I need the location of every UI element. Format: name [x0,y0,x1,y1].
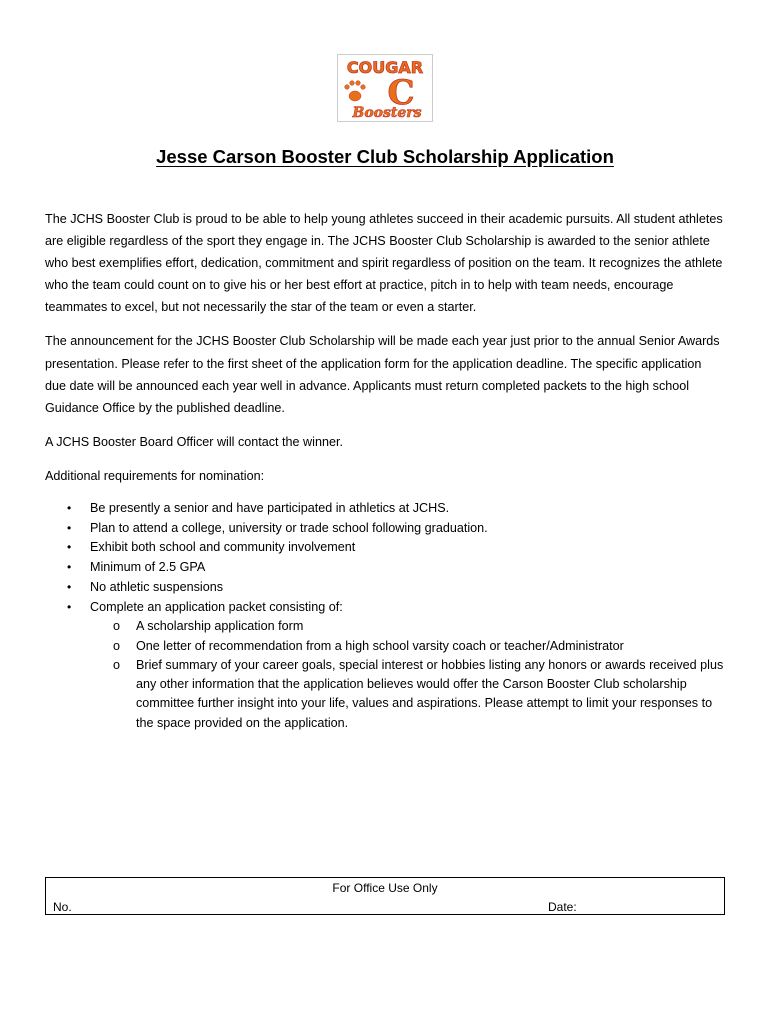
packet-item-text: Brief summary of your career goals, special interest or hobbies listing any honors or awards received plus any other information that the application believes would offer the Carson Booster Club scholarship committee further insight into your life, values and aspirations. Please attempt to limit your responses to the space provided on the application. [136,657,724,730]
bullet-icon: • [67,540,72,555]
announcement-paragraph: The announcement for the JCHS Booster Club Scholarship will be made each year just prior to the annual Senior Awards presentation. Please refer to the first sheet of the application form for the application deadline. The specific application due date will be announced each year well in advance. Applicants must return completed packets to the high school Guidance Office by the published deadline. [45,334,720,415]
packet-items-list [90,617,725,733]
list-item [45,519,725,539]
bullet-icon: • [67,560,72,575]
bullet-icon: • [67,599,72,614]
requirements-intro: Additional requirements for nomination: [45,468,265,483]
requirement-text: Complete an application packet consisting of: [90,599,343,614]
document-body [45,208,725,733]
logo-bottom-text: Boosters [352,105,422,121]
requirement-text: Be presently a senior and have participated in athletics at JCHS. [90,501,450,516]
list-item [90,637,725,656]
requirement-text: No athletic suspensions [90,579,224,594]
list-item [45,538,725,558]
sub-bullet-icon: o [113,619,121,634]
logo-top-text: COUGAR [346,58,424,77]
office-date-label: Date: [548,900,577,914]
office-use-box [45,877,725,915]
bullet-icon: • [67,520,72,535]
packet-item-text: A scholarship application form [136,619,304,634]
winner-contact-paragraph: A JCHS Booster Board Officer will contact the winner. [45,434,343,449]
logo-letter: C [387,73,415,113]
cougar-boosters-logo [337,54,433,122]
office-no-label: No. [53,900,72,914]
office-use-heading: For Office Use Only [332,881,438,895]
list-item [45,558,725,578]
sub-bullet-icon: o [113,638,121,653]
bullet-icon: • [67,579,72,594]
packet-item-text: One letter of recommendation from a high school varsity coach or teacher/Administrator [136,638,624,653]
list-item [45,598,725,733]
requirement-text: Minimum of 2.5 GPA [90,560,206,575]
page-title: Jesse Carson Booster Club Scholarship Application [156,146,614,167]
intro-paragraph: The JCHS Booster Club is proud to be able to help young athletes succeed in their academic pursuits. All student athletes are eligible regardless of the sport they engage in. The JCHS Booster Club Scholarship is awarded to the senior athlete who best exemplifies effort, dedication, commitment and spirit regardless of position on the team. It recognizes the athlete who the team could count on to give his or her best effort at practice, pitch in to help with team needs, encourage teammates to excel, but not necessarily the star of the team or even a starter. [45,212,723,315]
bullet-icon: • [67,501,72,516]
requirement-text: Exhibit both school and community involvement [90,540,356,555]
list-item [90,617,725,636]
list-item [90,656,725,733]
list-item [45,499,725,519]
requirement-text: Plan to attend a college, university or trade school following graduation. [90,520,488,535]
requirements-list [45,499,725,733]
sub-bullet-icon: o [113,657,121,672]
list-item [45,578,725,598]
